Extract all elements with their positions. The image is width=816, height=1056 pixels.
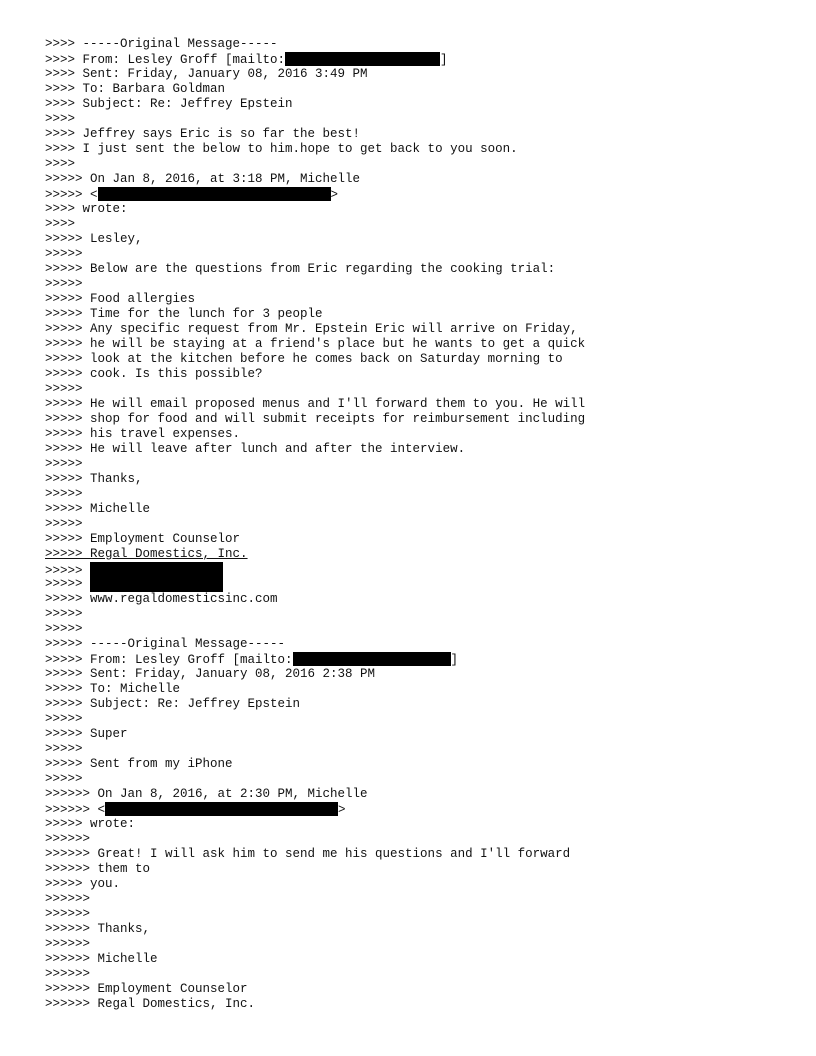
quote-line: >>>>>: [45, 517, 83, 531]
signature-website: >>>>> www.regaldomesticsinc.com: [45, 592, 278, 606]
body-line: >>>>> look at the kitchen before he comes back on Saturday morning to: [45, 352, 563, 366]
redacted-contact-block: [90, 562, 223, 592]
signature-title: >>>>>> Employment Counselor: [45, 982, 248, 996]
subject-line-2: >>>>> Subject: Re: Jeffrey Epstein: [45, 697, 301, 711]
reply-header-line: >>>>>> On Jan 8, 2016, at 2:30 PM, Michelle: [45, 787, 368, 801]
reply-header-email-line: [45, 187, 805, 202]
quote-line: >>>>>: [45, 622, 83, 636]
quote-line: >>>>>: [45, 577, 83, 591]
quote-line: >>>>>>: [45, 892, 91, 906]
angle-close: >: [330, 188, 339, 202]
body-line: >>>>>> them to: [45, 862, 151, 876]
body-line: >>>> Jeffrey says Eric is so far the best!: [45, 127, 361, 141]
reply-header-line: >>>>> On Jan 8, 2016, at 3:18 PM, Michelle: [45, 172, 361, 186]
reply-header-email-line: [45, 802, 805, 817]
redacted-email-block: [105, 802, 338, 816]
wrote-line: >>>>> wrote:: [45, 817, 136, 831]
body-line: >>>>> Sent from my iPhone: [45, 757, 233, 771]
quote-line: >>>>>: [45, 247, 83, 261]
body-line: >>>> I just sent the below to him.hope to get back to you soon.: [45, 142, 518, 156]
original-message-header-2: >>>>> -----Original Message-----: [45, 637, 286, 651]
signature-title: >>>>> Employment Counselor: [45, 532, 241, 546]
original-message-header-1: >>>> -----Original Message-----: [45, 37, 278, 51]
body-line: >>>>> Any specific request from Mr. Epstein Eric will arrive on Friday,: [45, 322, 578, 336]
quote-line: >>>>>: [45, 277, 83, 291]
signature-name: >>>>> Michelle: [45, 502, 151, 516]
company-name: >>>>> Regal Domestics, Inc.: [45, 547, 248, 561]
body-line: >>>>> Thanks,: [45, 472, 143, 486]
signature-company: >>>>>> Regal Domestics, Inc.: [45, 997, 256, 1011]
quote-line: >>>>: [45, 217, 76, 231]
spacer: [83, 564, 91, 578]
quote-line: >>>>>: [45, 772, 83, 786]
quote-line: >>>>>>: [45, 937, 91, 951]
quote-line: >>>>>: [45, 607, 83, 621]
signature-name: >>>>>> Michelle: [45, 952, 158, 966]
email-document: [45, 37, 805, 1012]
quote-line: >>>>>>: [45, 967, 91, 981]
body-line: >>>>> Lesley,: [45, 232, 143, 246]
body-line: >>>>> his travel expenses.: [45, 427, 241, 441]
quote-line: >>>>: [45, 112, 76, 126]
sent-line-1: >>>> Sent: Friday, January 08, 2016 3:49 PM: [45, 67, 368, 81]
bracket-close: ]: [440, 53, 448, 67]
angle-open: >>>>> <: [45, 188, 98, 202]
quote-line: >>>>: [45, 157, 76, 171]
angle-close: >: [338, 803, 346, 817]
redacted-email-block: [293, 652, 451, 666]
subject-line-1: >>>> Subject: Re: Jeffrey Epstein: [45, 97, 293, 111]
bracket-close: ]: [450, 653, 459, 667]
signature-company: [45, 547, 805, 562]
from-label: >>>>> From: Lesley Groff [mailto:: [45, 653, 293, 667]
body-line: >>>>> He will leave after lunch and after the interview.: [45, 442, 466, 456]
quote-line: >>>>>: [45, 742, 83, 756]
from-line-2: [45, 652, 805, 667]
body-line: >>>>> he will be staying at a friend's place but he wants to get a quick: [45, 337, 586, 351]
quote-prefix: >>>>>: [45, 564, 83, 578]
to-line-2: >>>>> To: Michelle: [45, 682, 181, 696]
quote-line: >>>>>>: [45, 832, 91, 846]
sent-line-2: >>>>> Sent: Friday, January 08, 2016 2:38 PM: [45, 667, 376, 681]
body-line: >>>>> you.: [45, 877, 121, 891]
quote-line: >>>>>: [45, 487, 83, 501]
body-line: >>>>>> Thanks,: [45, 922, 151, 936]
from-label: >>>> From: Lesley Groff [mailto:: [45, 53, 286, 67]
to-line-1: >>>> To: Barbara Goldman: [45, 82, 226, 96]
body-line: >>>>>> Great! I will ask him to send me his questions and I'll forward: [45, 847, 571, 861]
signature-redacted-line: [45, 562, 805, 577]
wrote-line: >>>> wrote:: [45, 202, 128, 216]
redacted-email-block: [285, 52, 440, 66]
redacted-email-block: [98, 187, 331, 201]
body-line: >>>>> Time for the lunch for 3 people: [45, 307, 323, 321]
body-line: >>>>> Food allergies: [45, 292, 196, 306]
quote-line: >>>>>: [45, 712, 83, 726]
angle-open: >>>>>> <: [45, 803, 106, 817]
body-line: >>>>> He will email proposed menus and I'll forward them to you. He will: [45, 397, 586, 411]
body-line: >>>>> Below are the questions from Eric regarding the cooking trial:: [45, 262, 556, 276]
quote-line: >>>>>: [45, 457, 83, 471]
body-line: >>>>> shop for food and will submit receipts for reimbursement including: [45, 412, 586, 426]
quote-line: >>>>>>: [45, 907, 91, 921]
body-line: >>>>> Super: [45, 727, 128, 741]
from-line-1: [45, 52, 805, 67]
body-line: >>>>> cook. Is this possible?: [45, 367, 263, 381]
quote-line: >>>>>: [45, 382, 83, 396]
